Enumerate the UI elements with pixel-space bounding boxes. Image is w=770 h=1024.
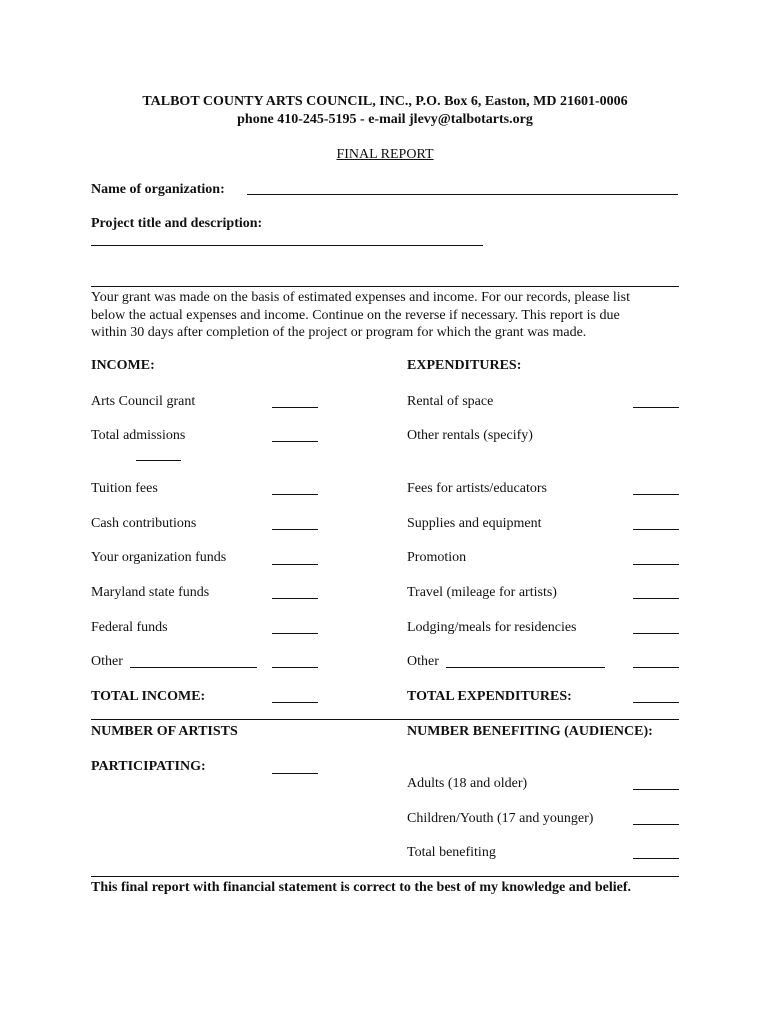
instructions-line: within 30 days after completion of the project or program for which the grant was made. bbox=[91, 325, 587, 340]
income-item: Arts Council grant bbox=[91, 394, 196, 409]
income-item: Other bbox=[91, 654, 123, 669]
expenditure-item: Fees for artists/educators bbox=[407, 481, 547, 496]
expenditure-item: Rental of space bbox=[407, 394, 494, 409]
section-divider bbox=[91, 719, 679, 720]
project-field-line-2[interactable] bbox=[91, 286, 679, 287]
expenditure-item: Travel (mileage for artists) bbox=[407, 585, 557, 600]
income-amount-field[interactable] bbox=[272, 407, 318, 408]
income-item: Total admissions bbox=[91, 428, 186, 443]
audience-item: Total benefiting bbox=[407, 845, 496, 860]
expenditure-amount-field[interactable] bbox=[633, 494, 679, 495]
total-expenditures-field[interactable] bbox=[633, 702, 679, 703]
expenditure-amount-field[interactable] bbox=[633, 564, 679, 565]
audience-item: Children/Youth (17 and younger) bbox=[407, 811, 594, 826]
income-amount-field[interactable] bbox=[272, 529, 318, 530]
expenditures-heading-text: EXPENDITURES: bbox=[407, 358, 522, 373]
audience-count-field[interactable] bbox=[633, 789, 679, 790]
organization-header: TALBOT COUNTY ARTS COUNCIL, INC., P.O. Box 6, Easton, MD 21601-0006 bbox=[142, 94, 628, 109]
expenditure-other-specify-field[interactable] bbox=[446, 667, 605, 668]
expenditures-heading bbox=[407, 358, 521, 374]
audience-item: Adults (18 and older) bbox=[407, 776, 528, 791]
expenditure-amount-field[interactable] bbox=[633, 529, 679, 530]
total-income-field[interactable] bbox=[272, 702, 318, 703]
admissions-count-field[interactable] bbox=[136, 460, 181, 461]
expenditure-item: Promotion bbox=[407, 550, 467, 565]
org-name-label: Name of organization: bbox=[91, 182, 225, 197]
certification-statement: This final report with financial statement is correct to the best of my knowledge and belief. bbox=[91, 880, 631, 895]
project-label: Project title and description: bbox=[91, 216, 263, 231]
expenditure-amount-field[interactable] bbox=[633, 633, 679, 634]
expenditure-amount-field[interactable] bbox=[633, 667, 679, 668]
contact-line: phone 410-245-5195 - e-mail jlevy@talbotarts.org bbox=[237, 112, 533, 127]
income-amount-field[interactable] bbox=[272, 633, 318, 634]
income-amount-field[interactable] bbox=[272, 494, 318, 495]
income-item: Maryland state funds bbox=[91, 585, 210, 600]
expenditure-item: Supplies and equipment bbox=[407, 516, 542, 531]
income-amount-field[interactable] bbox=[272, 598, 318, 599]
audience-count-field[interactable] bbox=[633, 858, 679, 859]
expenditure-amount-field[interactable] bbox=[633, 598, 679, 599]
certification-divider bbox=[91, 876, 679, 877]
income-heading: INCOME: bbox=[91, 358, 155, 373]
income-item: Tuition fees bbox=[91, 481, 158, 496]
income-amount-field[interactable] bbox=[272, 667, 318, 668]
income-amount-field[interactable] bbox=[272, 564, 318, 565]
report-title: FINAL REPORT bbox=[336, 147, 434, 162]
project-field-line-1[interactable] bbox=[91, 245, 483, 246]
org-name-field[interactable] bbox=[247, 194, 678, 195]
artists-label: NUMBER OF ARTISTS bbox=[91, 724, 238, 739]
income-item: Cash contributions bbox=[91, 516, 197, 531]
instructions-line: Your grant was made on the basis of estimated expenses and income. For our records, please list bbox=[91, 290, 631, 305]
income-item: Your organization funds bbox=[91, 550, 227, 565]
total-income-label: TOTAL INCOME: bbox=[91, 689, 206, 704]
expenditure-item: Lodging/meals for residencies bbox=[407, 620, 577, 635]
income-item: Federal funds bbox=[91, 620, 168, 635]
income-amount-field[interactable] bbox=[272, 441, 318, 442]
expenditure-amount-field[interactable] bbox=[633, 407, 679, 408]
instructions-paragraph bbox=[91, 289, 691, 342]
total-expenditures-label: TOTAL EXPENDITURES: bbox=[407, 689, 572, 704]
expenditure-item: Other rentals (specify) bbox=[407, 428, 533, 443]
audience-count-field[interactable] bbox=[633, 824, 679, 825]
instructions-line: below the actual expenses and income. Continue on the reverse if necessary. This report is due bbox=[91, 307, 620, 323]
income-other-specify-field[interactable] bbox=[130, 667, 257, 668]
audience-heading: NUMBER BENEFITING (AUDIENCE): bbox=[407, 724, 653, 739]
artists-label-participating: PARTICIPATING: bbox=[91, 759, 206, 774]
artists-count-field[interactable] bbox=[272, 773, 318, 774]
expenditure-item: Other bbox=[407, 654, 439, 669]
